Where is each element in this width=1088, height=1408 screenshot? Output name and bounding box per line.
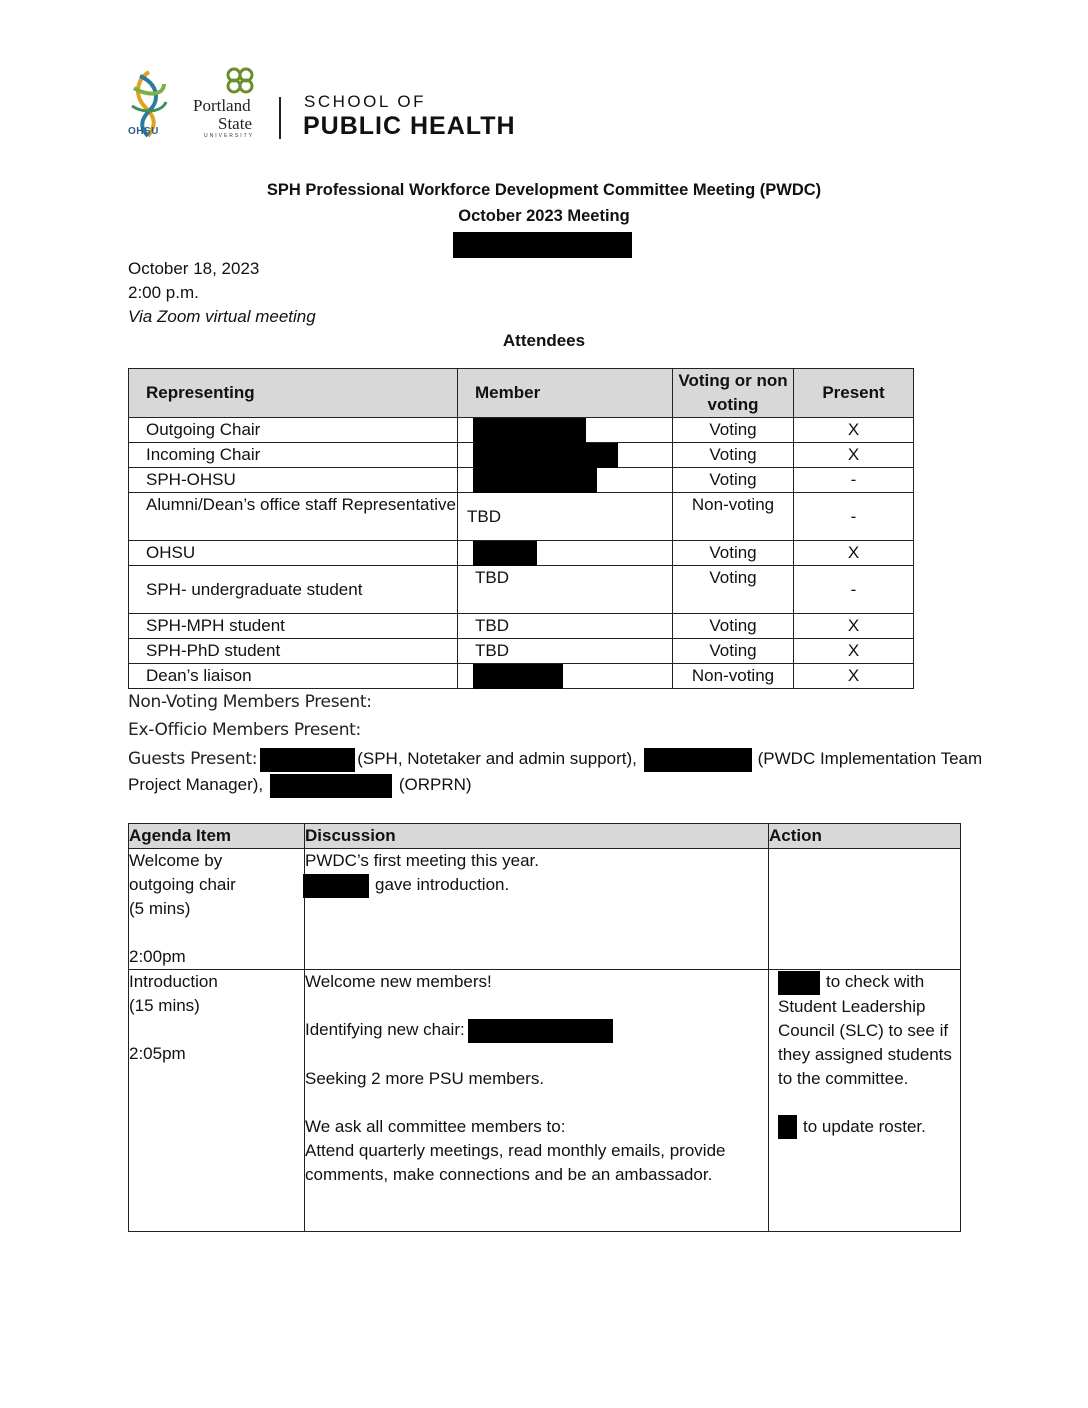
representing-cell: SPH-OHSU xyxy=(129,468,458,493)
ex-officio-members-label: Ex-Officio Members Present: xyxy=(128,720,361,740)
voting-cell: Voting xyxy=(673,468,794,493)
discussion-line: gave introduction. xyxy=(375,875,510,894)
representing-cell: Outgoing Chair xyxy=(129,418,458,443)
discussion-line: Seeking 2 more PSU members. xyxy=(305,1068,545,1088)
meeting-date: October 18, 2023 xyxy=(128,259,260,278)
redacted-name xyxy=(778,1115,797,1139)
redacted-name xyxy=(303,874,369,898)
present-cell: X xyxy=(794,614,914,639)
representing-cell: SPH-MPH student xyxy=(129,614,458,639)
document-title: SPH Professional Workforce Development Committee Meeting (PWDC) xyxy=(266,181,822,199)
member-cell xyxy=(458,443,673,468)
redacted-name xyxy=(260,748,355,772)
spacer xyxy=(305,1091,768,1115)
redacted-name xyxy=(778,971,820,995)
voting-cell: Voting xyxy=(673,418,794,443)
col-member: Member xyxy=(458,369,673,418)
member-cell xyxy=(458,639,673,664)
spacer xyxy=(305,1043,768,1067)
member-cell xyxy=(458,566,673,614)
present-cell: X xyxy=(794,443,914,468)
action-line-wrap xyxy=(778,970,956,1091)
table-row xyxy=(129,541,914,566)
redacted-name xyxy=(468,1019,613,1043)
agenda-item-cell xyxy=(129,849,305,970)
discussion-line: PWDC’s first meeting this year. xyxy=(305,851,539,870)
spacer xyxy=(305,994,768,1018)
agenda-item-line: Introduction xyxy=(129,972,218,991)
voting-cell: Voting xyxy=(673,566,794,614)
representing-cell: SPH- undergraduate student xyxy=(129,566,458,614)
col-discussion: Discussion xyxy=(305,824,769,849)
psu-logo-icon xyxy=(224,64,256,96)
agenda-item-line: (5 mins) xyxy=(129,899,191,918)
representing-cell: Incoming Chair xyxy=(129,443,458,468)
document-subtitle: October 2023 Meeting xyxy=(458,207,630,225)
psu-university-text: UNIVERSITY xyxy=(204,133,255,139)
discussion-cell xyxy=(305,849,769,970)
agenda-item-line: Welcome by xyxy=(129,851,223,870)
logo-divider xyxy=(279,97,281,139)
member-cell xyxy=(458,541,673,566)
member-cell xyxy=(458,468,673,493)
attendees-header-row xyxy=(129,369,914,418)
present-cell: - xyxy=(794,566,914,614)
voting-cell: Non-voting xyxy=(673,493,794,541)
meeting-location: Via Zoom virtual meeting xyxy=(128,307,316,326)
psu-state-text: State xyxy=(218,114,252,133)
table-row xyxy=(129,970,961,1232)
table-row xyxy=(129,443,914,468)
guest-role: (PWDC Implementation Team Project Manager), xyxy=(128,749,983,794)
table-row xyxy=(129,493,914,541)
discussion-line-wrap xyxy=(305,873,768,898)
member-value: TBD xyxy=(475,641,509,660)
guest-role: (ORPRN) xyxy=(398,775,472,794)
representing-cell: Alumni/Dean’s office staff Representative xyxy=(129,493,458,541)
attendees-heading: Attendees xyxy=(502,331,586,350)
member-value: TBD xyxy=(475,616,509,635)
voting-cell: Voting xyxy=(673,541,794,566)
agenda-item-cell xyxy=(129,970,305,1232)
col-action: Action xyxy=(769,824,961,849)
table-row xyxy=(129,849,961,970)
guests-paragraph xyxy=(128,746,1028,798)
agenda-item-time: 2:05pm xyxy=(129,1044,186,1063)
action-cell xyxy=(769,849,961,970)
redacted-name xyxy=(270,774,392,798)
member-value: TBD xyxy=(475,568,509,587)
member-cell xyxy=(458,493,673,541)
table-row xyxy=(129,614,914,639)
member-cell xyxy=(458,614,673,639)
discussion-line: Welcome new members! xyxy=(305,972,492,991)
member-value: TBD xyxy=(467,506,501,526)
ohsu-label: OHSU xyxy=(128,126,159,137)
present-cell: - xyxy=(794,468,914,493)
public-health-text: PUBLIC HEALTH xyxy=(303,112,516,140)
action-cell xyxy=(769,970,961,1232)
discussion-line: Identifying new chair: xyxy=(305,1020,465,1039)
voting-cell: Voting xyxy=(673,443,794,468)
voting-cell: Voting xyxy=(673,614,794,639)
agenda-item-time: 2:00pm xyxy=(129,947,186,966)
representing-cell: SPH-PhD student xyxy=(129,639,458,664)
school-of-text: SCHOOL OF xyxy=(304,92,426,111)
col-present: Present xyxy=(794,369,914,418)
spacer xyxy=(129,921,304,945)
table-row xyxy=(129,468,914,493)
table-row xyxy=(129,664,914,689)
table-row xyxy=(129,639,914,664)
agenda-item-line: outgoing chair xyxy=(129,875,236,894)
agenda-table xyxy=(128,823,961,1232)
present-cell: X xyxy=(794,541,914,566)
agenda-header-row xyxy=(129,824,961,849)
redacted-name xyxy=(473,443,618,468)
discussion-line: We ask all committee members to: xyxy=(305,1116,566,1136)
guest-role: (SPH, Notetaker and admin support), xyxy=(357,749,637,768)
redacted-name xyxy=(644,748,752,772)
spacer xyxy=(778,1091,956,1115)
discussion-cell xyxy=(305,970,769,1232)
table-row xyxy=(129,566,914,614)
spacer xyxy=(129,1018,304,1042)
redacted-name xyxy=(473,468,597,493)
guests-label: Guests Present: xyxy=(128,749,258,769)
action-line: to update roster. xyxy=(803,1116,926,1136)
present-cell: X xyxy=(794,418,914,443)
col-agenda-item: Agenda Item xyxy=(129,824,305,849)
table-row xyxy=(129,418,914,443)
member-cell xyxy=(458,418,673,443)
representing-cell: OHSU xyxy=(129,541,458,566)
action-line: to check with Student Leadership Council (SLC) to see if they assigned students to the committee. xyxy=(778,972,952,1088)
action-line-wrap xyxy=(778,1115,956,1140)
redacted-name xyxy=(473,664,563,689)
redacted-name xyxy=(473,418,586,443)
member-cell xyxy=(458,664,673,689)
representing-cell: Dean’s liaison xyxy=(129,664,458,689)
present-cell: - xyxy=(794,493,914,541)
agenda-item-line: (15 mins) xyxy=(129,996,200,1015)
col-voting: Voting or non voting xyxy=(673,369,794,418)
meeting-time: 2:00 p.m. xyxy=(128,283,199,302)
redacted-name xyxy=(473,541,537,566)
voting-cell: Non-voting xyxy=(673,664,794,689)
non-voting-members-label: Non-Voting Members Present: xyxy=(128,692,372,712)
present-cell: X xyxy=(794,639,914,664)
col-representing: Representing xyxy=(129,369,458,418)
discussion-line-wrap xyxy=(305,1018,768,1043)
attendees-table xyxy=(128,368,914,689)
present-cell: X xyxy=(794,664,914,689)
redacted-block xyxy=(453,232,632,258)
discussion-line: Attend quarterly meetings, read monthly emails, provide comments, make connections and be an ambassador. xyxy=(305,1140,726,1184)
voting-cell: Voting xyxy=(673,639,794,664)
psu-portland-text: Portland xyxy=(193,96,251,115)
